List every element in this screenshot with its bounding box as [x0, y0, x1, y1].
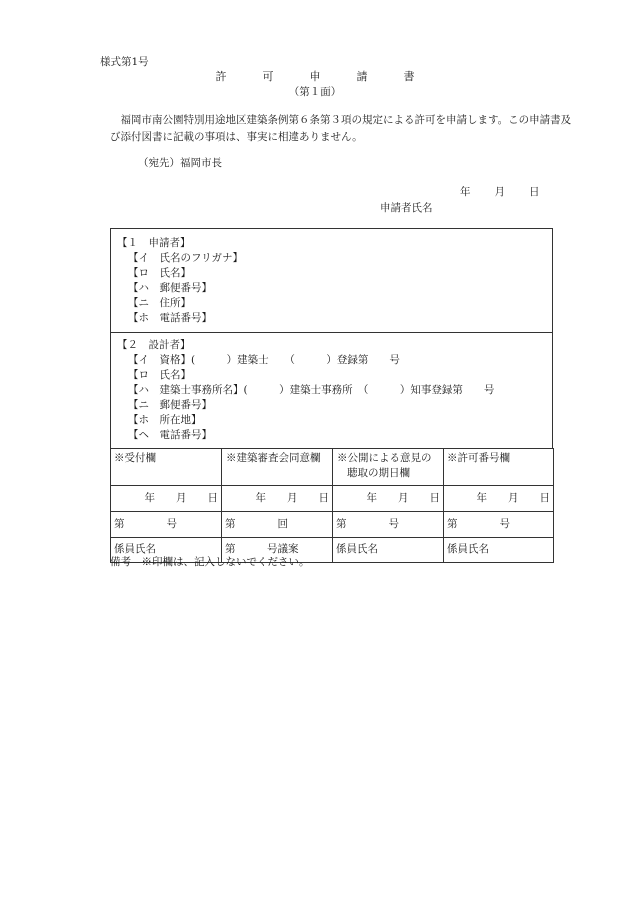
application-date: [460, 185, 540, 200]
date-year: 年: [460, 186, 471, 198]
reception-staff-cell[interactable]: 係員氏名: [111, 538, 222, 563]
form-number: 様式第1号: [100, 56, 149, 68]
section2-heading: 【２ 設計者】: [117, 339, 191, 351]
title-char: 可: [262, 70, 274, 83]
face-label: （第１面）: [288, 86, 342, 98]
addressee: （宛先）福岡市長: [138, 157, 222, 169]
designer-office-field[interactable]: 【ハ 建築士事務所名】( ）建築士事務所 （ ）知事登録第 号: [128, 384, 495, 396]
applicant-postal-field[interactable]: 【ハ 郵便番号】: [128, 282, 212, 294]
designer-postal-field[interactable]: 【ニ 郵便番号】: [128, 399, 212, 411]
applicant-section: [110, 228, 553, 333]
applicant-phone-field[interactable]: 【ホ 電話番号】: [128, 312, 212, 324]
designer-section: [110, 332, 553, 449]
hearing-date-cell[interactable]: 年 月 日: [333, 486, 444, 512]
date-day: 日: [529, 186, 540, 198]
council-date-cell[interactable]: 年 月 日: [222, 486, 333, 512]
council-consent-header: ※建築審査会同意欄: [222, 449, 333, 486]
reception-header: ※受付欄: [111, 449, 222, 486]
applicant-name-label: 申請者氏名: [380, 202, 433, 214]
hearing-date-header: ※公開による意見の聴取の期日欄: [333, 449, 444, 486]
permit-date-cell[interactable]: 年 月 日: [444, 486, 554, 512]
title-char: 請: [356, 70, 368, 83]
reception-date-cell[interactable]: 年 月 日: [111, 486, 222, 512]
council-session-cell[interactable]: 第 回: [222, 512, 333, 538]
designer-phone-field[interactable]: 【ヘ 電話番号】: [128, 429, 212, 441]
title-char: 許: [215, 70, 227, 83]
applicant-name-field[interactable]: 【ロ 氏名】: [128, 267, 191, 279]
council-agenda-cell[interactable]: 第 号議案: [222, 538, 333, 563]
reception-number-cell[interactable]: 第 号: [111, 512, 222, 538]
title-char: 申: [309, 70, 321, 83]
table-row: [111, 449, 554, 486]
hearing-staff-cell[interactable]: 係員氏名: [333, 538, 444, 563]
permit-staff-cell[interactable]: 係員氏名: [444, 538, 554, 563]
document-title: [0, 69, 630, 85]
title-char: 書: [403, 70, 415, 83]
table-row: [111, 512, 554, 538]
designer-name-field[interactable]: 【ロ 氏名】: [128, 369, 191, 381]
applicant-address-field[interactable]: 【ニ 住所】: [128, 297, 191, 309]
applicant-furigana-field[interactable]: 【イ 氏名のフリガナ】: [128, 252, 243, 264]
designer-location-field[interactable]: 【ホ 所在地】: [128, 414, 202, 426]
date-month: 月: [494, 186, 505, 198]
permit-number-header: ※許可番号欄: [444, 449, 554, 486]
section1-heading: 【１ 申請者】: [117, 237, 191, 249]
table-row: [111, 486, 554, 512]
declaration-text: 福岡市南公園特別用途地区建築条例第６条第３項の規定による許可を申請します。この申請書及び添付図書に記載の事項は、事実に相違ありません。: [110, 114, 572, 143]
permit-number-cell[interactable]: 第 号: [444, 512, 554, 538]
hearing-number-cell[interactable]: 第 号: [333, 512, 444, 538]
office-use-table: [110, 448, 554, 563]
remark-note: 備考 ※印欄は、記入しないでください。: [110, 556, 310, 568]
designer-qualification-field[interactable]: 【イ 資格】( ）建築士 （ ）登録第 号: [128, 354, 400, 366]
